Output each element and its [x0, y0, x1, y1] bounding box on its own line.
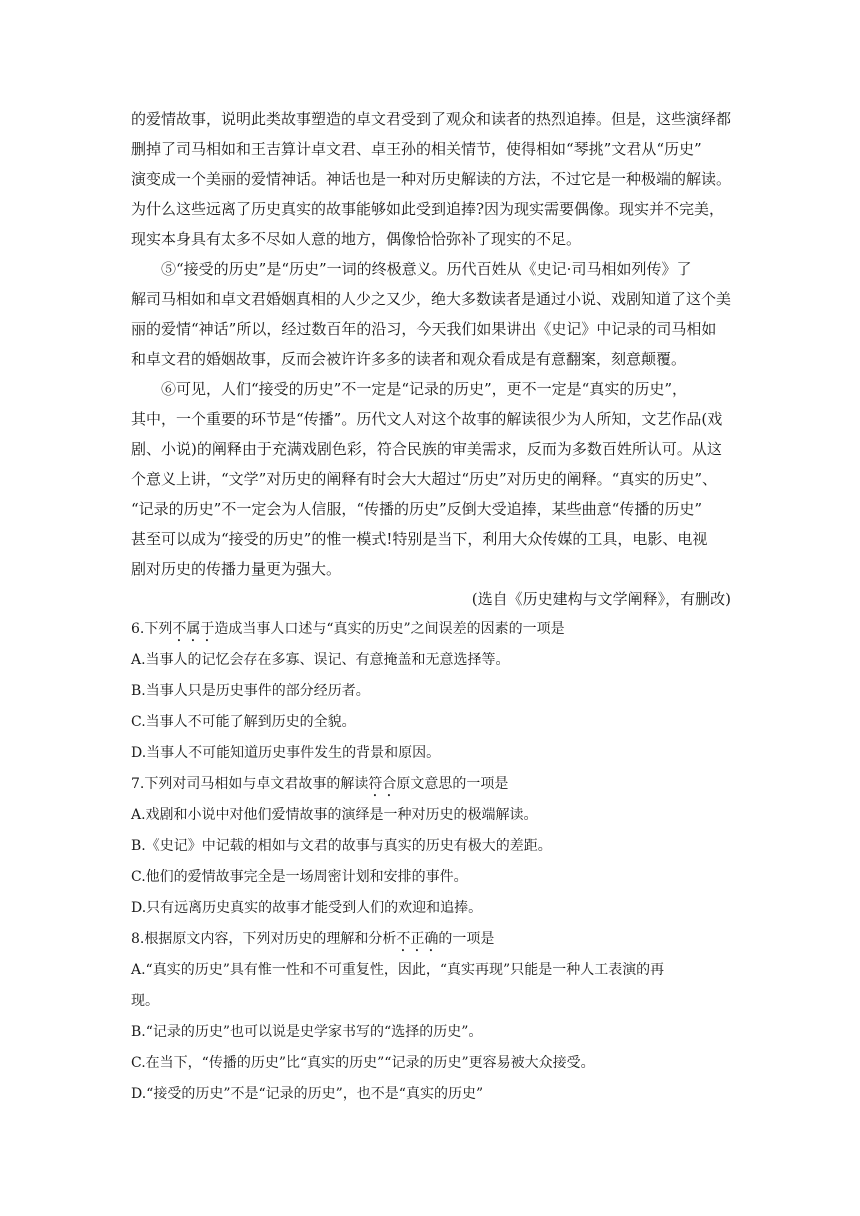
text-line: 为什么这些远离了历史真实的故事能够如此受到追捧?因为现实需要偶像。现实并不完美， — [131, 200, 725, 218]
text-line: “记录的历史”不一定会为人信服，“传播的历史”反倒大受追捧，某些曲意“传播的历史” — [131, 500, 703, 518]
text-line: 剧、小说)的阐释由于充满戏剧色彩，符合民族的审美需求，反而为多数百姓所认可。从这 — [131, 440, 722, 458]
passage-source: (选自《历史建构与文学阐释》，有删改) — [471, 590, 731, 608]
passage-paragraph-5 — [131, 254, 731, 374]
stem-emphasis: 不属于 — [172, 621, 215, 637]
passage-paragraph-6 — [131, 374, 731, 584]
question-7 — [131, 769, 731, 924]
document-page — [131, 104, 731, 1110]
text-line: 和卓文君的婚姻故事，反而会被许许多多的读者和观众看成是有意翻案，刻意颠覆。 — [131, 350, 687, 368]
option-b: B.当事人只是历史事件的部分经历者。 — [131, 683, 370, 699]
text-line: 的爱情故事，说明此类故事塑造的卓文君受到了观众和读者的热烈追捧。但是，这些演绎都 — [131, 110, 732, 128]
question-stem — [131, 769, 731, 800]
text-line: 剧对历史的传播力量更为强大。 — [131, 560, 342, 578]
option-a: A.戏剧和小说中对他们爱情故事的演绎是一种对历史的极端解读。 — [131, 807, 538, 823]
stem-text: 造成当事人口述与“真实的历史”之间误差的因素的一项是 — [214, 621, 565, 637]
option-d: D.只有远离历史真实的故事才能受到人们的欢迎和追捧。 — [131, 900, 483, 916]
option-b: B.“记录的历史”也可以说是史学家书写的“选择的历史”。 — [131, 1024, 483, 1040]
stem-text: 原文意思的一项是 — [396, 776, 509, 792]
stem-emphasis: 符合 — [368, 776, 397, 792]
option-b: B.《史记》中记载的相如与文君的故事与真实的历史有极大的差距。 — [131, 838, 552, 854]
stem-text: 6.下列 — [131, 621, 173, 637]
option-d: D.当事人不可能知道历史事件发生的背景和原因。 — [131, 745, 441, 761]
stem-text: 8.根据原文内容，下列对历史的理解和分析 — [131, 931, 397, 947]
text-line: 其中，一个重要的环节是“传播”。历代文人对这个故事的解读很少为人所知，文艺作品(戏 — [131, 410, 723, 428]
option-c: C.他们的爱情故事完全是一场周密计划和安排的事件。 — [131, 869, 468, 885]
stem-text: 的一项是 — [438, 931, 495, 947]
question-6 — [131, 614, 731, 769]
text-line: 甚至可以成为“接受的历史”的惟一模式!特别是当下，利用大众传媒的工具，电影、电视 — [131, 530, 708, 548]
option-c: C.当事人不可能了解到历史的全貌。 — [131, 714, 356, 730]
text-line: ⑤“接受的历史”是“历史”一词的终极意义。历代百姓从《史记·司马相如列传》了 — [161, 260, 692, 278]
option-a: A.“真实的历史”具有惟一性和不可重复性，因此，“真实再现”只能是一种人工表演的再 — [131, 962, 665, 978]
text-line: 现实本身具有太多不尽如人意的地方，偶像恰恰弥补了现实的不足。 — [131, 230, 582, 248]
text-line: 个意义上讲，“文学”对历史的阐释有时会大大超过“历史”对历史的阐释。“真实的历史”、 — [131, 470, 718, 488]
option-d: D.“接受的历史”不是“记录的历史”，也不是“真实的历史” — [131, 1086, 484, 1102]
text-line: 解司马相如和卓文君婚姻真相的人少之又少，绝大多数读者是通过小说、戏剧知道了这个美 — [131, 290, 732, 308]
text-line: 丽的爱情“神话”所以，经过数百年的沿习，今天我们如果讲出《史记》中记录的司马相如 — [131, 320, 717, 338]
option-c: C.在当下，“传播的历史”比“真实的历史”“记录的历史”更容易被大众接受。 — [131, 1055, 595, 1071]
text-line: 删掉了司马相如和王吉算计卓文君、卓王孙的相关情节，使得相如“琴挑”文君从“历史” — [131, 140, 702, 158]
option-a: A.当事人的记忆会存在多寡、误记、有意掩盖和无意选择等。 — [131, 652, 510, 668]
question-stem — [131, 924, 731, 955]
option-a-continued: 现。 — [131, 993, 159, 1009]
question-stem — [131, 614, 731, 645]
text-line: 演变成一个美丽的爱情神话。神话也是一种对历史解读的方法，不过它是一种极端的解读。 — [131, 170, 732, 188]
stem-emphasis: 不正确 — [396, 931, 439, 947]
passage-paragraph-intro — [131, 104, 731, 254]
text-line: ⑥可见，人们“接受的历史”不一定是“记录的历史”，更不一定是“真实的历史”， — [161, 380, 688, 398]
question-8 — [131, 924, 731, 1110]
stem-text: 7.下列对司马相如与卓文君故事的解读 — [131, 776, 369, 792]
